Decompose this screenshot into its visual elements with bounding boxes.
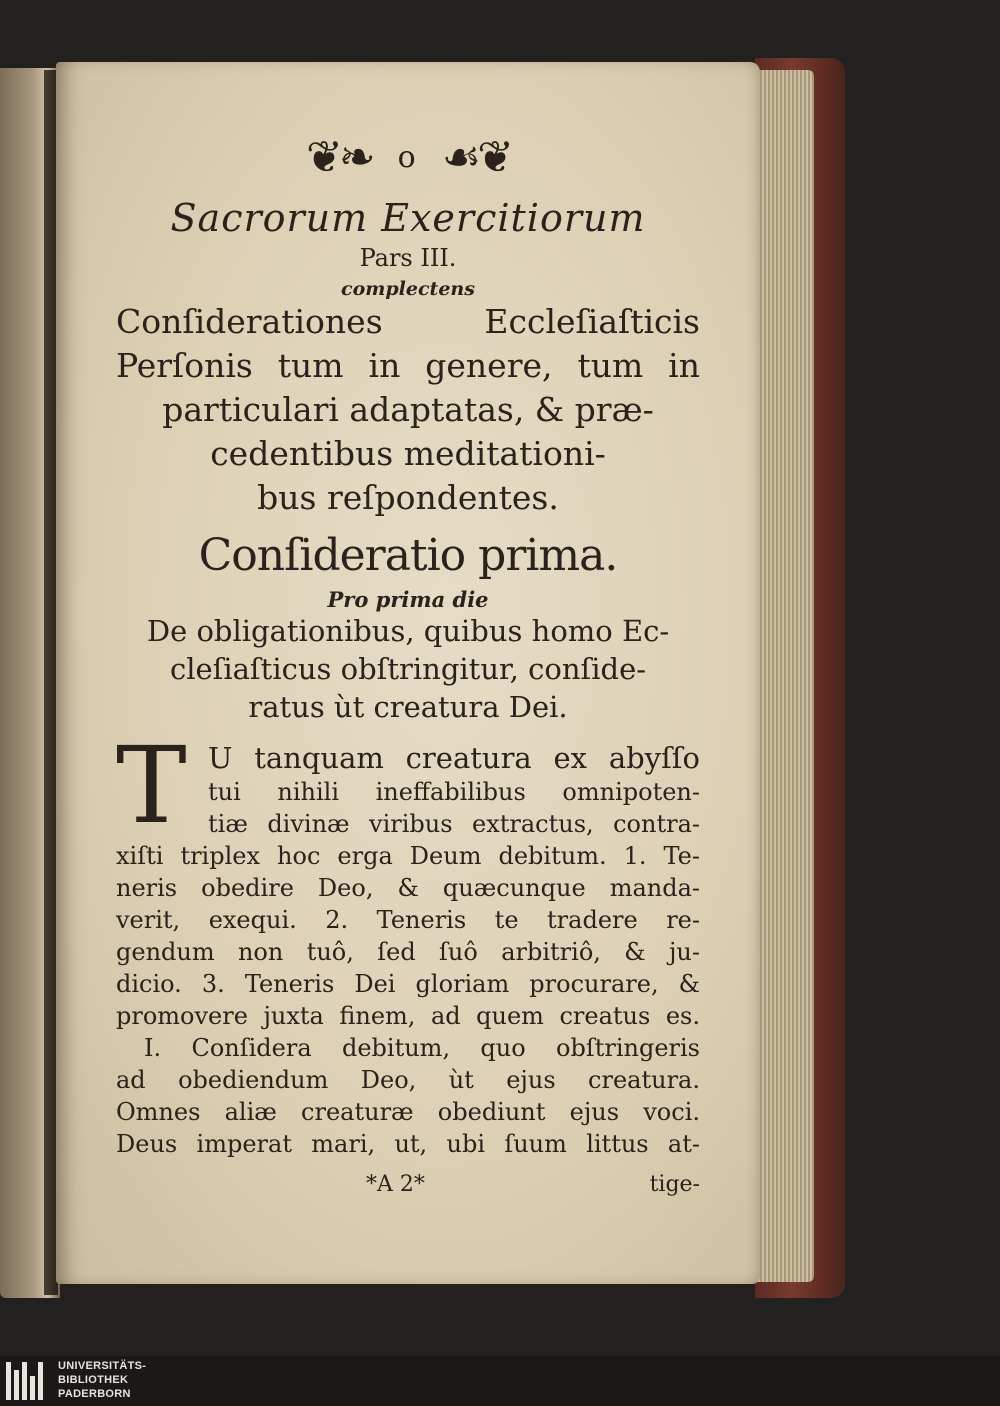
body-line: xiſti triplex hoc erga Deum debitum. 1. Te- xyxy=(116,842,700,870)
header-ornament xyxy=(116,122,700,192)
section-line: cleſiaſticus obſtringitur, conſide- xyxy=(169,652,647,686)
page-footer-line xyxy=(116,1172,700,1197)
book-page xyxy=(56,62,760,1284)
heading-line: Perſonis tum in genere, tum in xyxy=(116,346,700,385)
institution-line: PADERBORN xyxy=(58,1388,131,1400)
body-line: ad obediendum Deo, ùt ejus creatura. xyxy=(116,1066,700,1094)
library-logo-icon xyxy=(6,1362,46,1400)
body-text xyxy=(116,724,700,1160)
body-line: promovere juxta finem, ad quem creatus es. xyxy=(116,1002,700,1030)
section-line: ratus ùt creatura Dei. xyxy=(248,690,568,724)
section-subtitle: Pro prima die xyxy=(327,587,489,612)
body-line: verit, exequi. 2. Teneris te tradere re- xyxy=(116,906,700,934)
flourish-right-icon: ☙❦ xyxy=(441,131,511,183)
page-text xyxy=(116,122,700,1197)
body-line: dicio. 3. Teneris Dei gloriam procurare, & xyxy=(116,970,700,998)
flourish-left-icon: ❦❧ xyxy=(305,131,372,183)
institution-footer xyxy=(0,1356,1000,1406)
section-title: Conſideratio prima. xyxy=(198,530,618,581)
body-line: tui nihili ineffabilibus omnipoten- xyxy=(208,778,700,806)
body-line: I. Conſidera debitum, quo obſtringeris xyxy=(144,1034,700,1062)
complectens-label: complectens xyxy=(341,278,475,300)
body-line: gendum non tuô, ſed ſuô arbitriô, & ju- xyxy=(116,938,700,966)
body-line: Deus imperat mari, ut, ubi ſuum littus at- xyxy=(116,1130,700,1158)
heading-line: bus reſpondentes. xyxy=(257,478,559,517)
part-label: Pars III. xyxy=(359,244,457,272)
heading-line: cedentibus meditationi- xyxy=(210,434,606,473)
body-line: Omnes aliæ creaturæ obediunt ejus voci. xyxy=(116,1098,700,1126)
body-line: tiæ divinæ viribus extractus, contra- xyxy=(208,810,700,838)
heading-line: particulari adaptatas, & præ- xyxy=(162,390,654,429)
drop-cap: T xyxy=(116,724,187,847)
ornament-center: o xyxy=(397,139,416,175)
work-title: Sacrorum Exercitiorum xyxy=(170,196,646,240)
catchword: tige- xyxy=(649,1172,700,1197)
section-line: De obligationibus, quibus homo Ec- xyxy=(146,614,670,648)
body-line: neris obedire Deo, & quæcunque manda- xyxy=(116,874,700,902)
heading-line: Conſiderationes Eccleſiaſticis xyxy=(116,302,700,341)
body-line: U tanquam creatura ex abyſſo xyxy=(208,741,700,775)
signature-mark: *A 2* xyxy=(366,1172,425,1197)
institution-line: UNIVERSITÄTS- xyxy=(58,1360,147,1372)
institution-name xyxy=(58,1359,146,1401)
institution-line: BIBLIOTHEK xyxy=(58,1374,129,1386)
